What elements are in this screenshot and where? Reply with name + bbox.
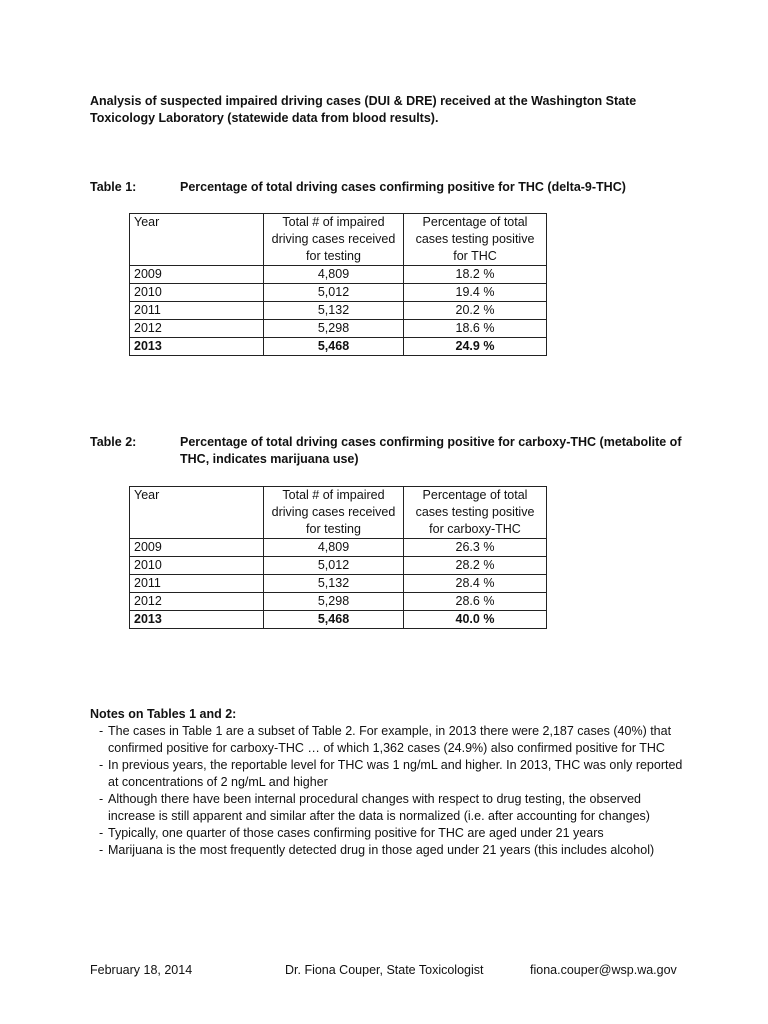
cell-total-cases: 5,012 [264, 284, 404, 302]
note-item: - Typically, one quarter of those cases confirming positive for THC are aged under 21 years [90, 825, 690, 842]
cell-total-cases: 5,132 [264, 302, 404, 320]
cell-year: 2009 [130, 266, 264, 284]
table-row [130, 611, 547, 629]
cell-total-cases: 5,132 [264, 575, 404, 593]
cell-year: 2011 [130, 575, 264, 593]
table-row [130, 320, 547, 338]
cell-percent: 18.6 % [404, 320, 547, 338]
notes-section [90, 706, 690, 859]
cell-year: 2011 [130, 302, 264, 320]
cell-year: 2012 [130, 320, 264, 338]
cell-percent: 40.0 % [404, 611, 547, 629]
intro-paragraph: Analysis of suspected impaired driving cases (DUI & DRE) received at the Washington State Toxicology Laboratory (statewide data from blood results). [90, 94, 637, 125]
column-header-total-cases: Total # of impaired driving cases received for testing [264, 487, 404, 539]
table-row [130, 593, 547, 611]
cell-year: 2013 [130, 611, 264, 629]
column-header-percent-positive: Percentage of total cases testing positive for carboxy-THC [404, 487, 547, 539]
table2 [129, 486, 547, 629]
table-row [130, 557, 547, 575]
table2-label: Table 2: [90, 435, 137, 449]
note-item: - The cases in Table 1 are a subset of Table 2. For example, in 2013 there were 2,187 cases (40%) that confirmed positive for carboxy-THC … of which 1,362 cases (24.9%) also confirmed positive for THC [90, 723, 690, 757]
cell-total-cases: 5,468 [264, 611, 404, 629]
table-row [130, 338, 547, 356]
footer-date: February 18, 2014 [90, 963, 193, 977]
cell-total-cases: 5,012 [264, 557, 404, 575]
cell-total-cases: 4,809 [264, 539, 404, 557]
column-header-year: Year [130, 214, 264, 266]
table1-caption-text: Percentage of total driving cases confirming positive for THC (delta-9-THC) [180, 180, 626, 194]
cell-year: 2010 [130, 284, 264, 302]
cell-year: 2009 [130, 539, 264, 557]
note-item: - In previous years, the reportable level for THC was 1 ng/mL and higher. In 2013, THC was only reported at concentrations of 2 ng/mL and higher [90, 757, 690, 791]
table1-header-row [130, 214, 547, 266]
table-row [130, 539, 547, 557]
cell-percent: 28.4 % [404, 575, 547, 593]
table-row [130, 266, 547, 284]
cell-total-cases: 5,298 [264, 320, 404, 338]
cell-percent: 24.9 % [404, 338, 547, 356]
cell-year: 2010 [130, 557, 264, 575]
cell-percent: 28.2 % [404, 557, 547, 575]
note-item: - Although there have been internal procedural changes with respect to drug testing, the observed increase is still apparent and similar after the data is normalized (i.e. after accounting for changes) [90, 791, 690, 825]
cell-percent: 28.6 % [404, 593, 547, 611]
cell-total-cases: 5,298 [264, 593, 404, 611]
cell-year: 2012 [130, 593, 264, 611]
column-header-year: Year [130, 487, 264, 539]
note-item: - Marijuana is the most frequently detected drug in those aged under 21 years (this includes alcohol) [90, 842, 690, 859]
table-row [130, 284, 547, 302]
footer-email: fiona.couper@wsp.wa.gov [530, 963, 677, 977]
cell-percent: 18.2 % [404, 266, 547, 284]
cell-percent: 20.2 % [404, 302, 547, 320]
cell-total-cases: 5,468 [264, 338, 404, 356]
cell-year: 2013 [130, 338, 264, 356]
table1-label: Table 1: [90, 180, 137, 194]
table-row [130, 302, 547, 320]
table-row [130, 575, 547, 593]
cell-percent: 19.4 % [404, 284, 547, 302]
cell-total-cases: 4,809 [264, 266, 404, 284]
table1 [129, 213, 547, 356]
cell-percent: 26.3 % [404, 539, 547, 557]
notes-list [90, 723, 690, 859]
table2-caption-text: Percentage of total driving cases confirming positive for carboxy-THC (metabolite of THC, indicates marijuana use) [180, 435, 682, 466]
column-header-total-cases: Total # of impaired driving cases received for testing [264, 214, 404, 266]
footer-author: Dr. Fiona Couper, State Toxicologist [285, 963, 484, 977]
table1-caption [90, 179, 690, 196]
table2-caption [90, 434, 690, 468]
table2-header-row [130, 487, 547, 539]
notes-title: Notes on Tables 1 and 2: [90, 707, 237, 721]
column-header-percent-positive: Percentage of total cases testing positive for THC [404, 214, 547, 266]
